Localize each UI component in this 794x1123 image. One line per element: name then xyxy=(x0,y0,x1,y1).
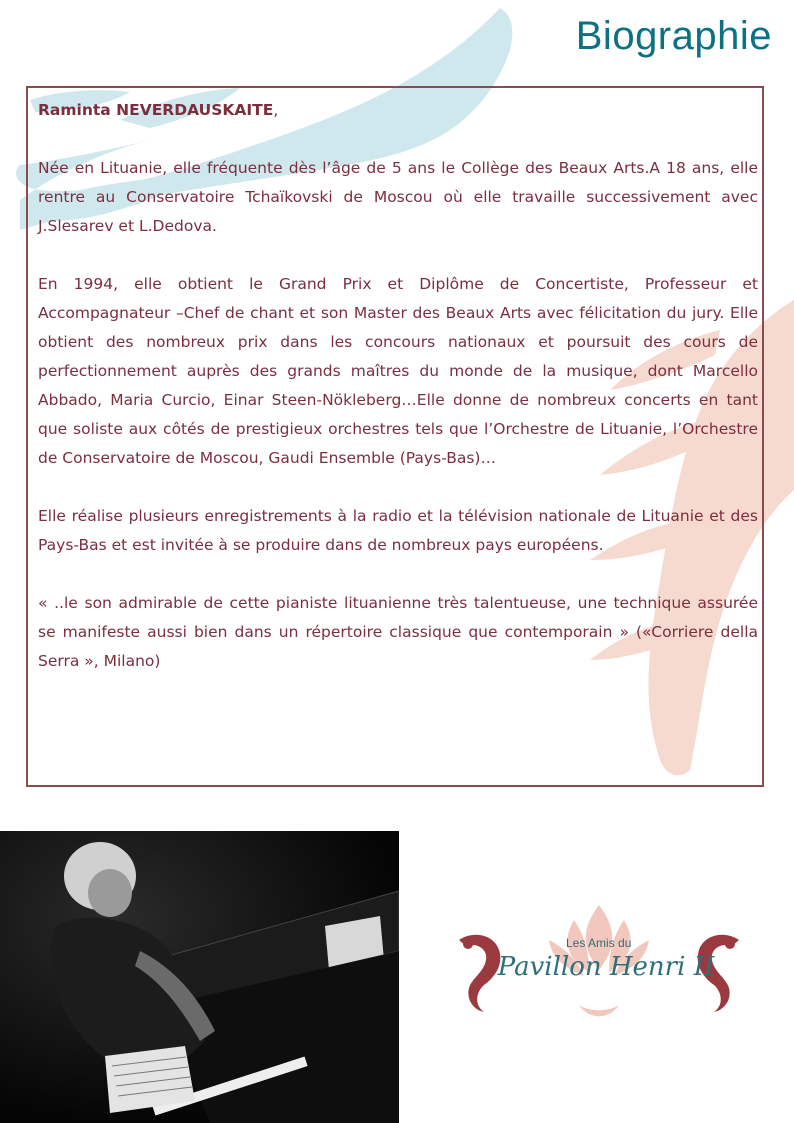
biography-frame xyxy=(26,86,764,787)
logo-line-1: Les Amis du xyxy=(566,936,632,950)
logo-line-2: Pavillon Henri II xyxy=(497,952,715,982)
pianist-photo-icon xyxy=(0,831,399,1123)
bio-quote: « ..le son admirable de cette pianiste lituanienne très talentueuse, une technique assurée se manifeste aussi bien dans un répertoire classique que contemporain » («Corriere della Serra », Milano) xyxy=(38,594,758,670)
biography-text xyxy=(38,96,758,705)
bio-heading xyxy=(38,96,758,125)
artist-name: Raminta NEVERDAUSKAITE xyxy=(38,101,274,119)
logo-les-amis-du-pavillon-henri-ii xyxy=(454,900,744,1050)
bio-paragraph-1: Née en Lituanie, elle fréquente dès l’âge de 5 ans le Collège des Beaux Arts.A 18 ans, elle rentre au Conservatoire Tchaïkovski de Moscou où elle travaille successivement avec J.Slesarev et L.Dedova. xyxy=(38,159,758,235)
pianist-photo xyxy=(0,831,399,1123)
page-title: Biographie xyxy=(575,14,772,58)
bio-paragraph-2: En 1994, elle obtient le Grand Prix et Diplôme de Concertiste, Professeur et Accompagnateur –Chef de chant et son Master des Beaux Arts avec félicitation du jury. Elle obtient des nombreux prix dans les concours nationaux et poursuit des cours de perfectionnement auprès des grands maîtres du monde de la musique, dont Marcello Abbado, Maria Curcio, Einar Steen-Nökleberg…Elle donne de nombreux concerts en tant que soliste aux côtés de prestigieux orchestres tels que l’Orchestre de Lituanie, l’Orchestre de Conservatoire de Moscou, Gaudi Ensemble (Pays-Bas)… xyxy=(38,275,758,467)
bio-paragraph-3: Elle réalise plusieurs enregistrements à la radio et la télévision nationale de Lituanie et des Pays-Bas et est invitée à se produire dans de nombreux pays européens. xyxy=(38,507,758,554)
artist-name-suffix: , xyxy=(273,101,279,119)
